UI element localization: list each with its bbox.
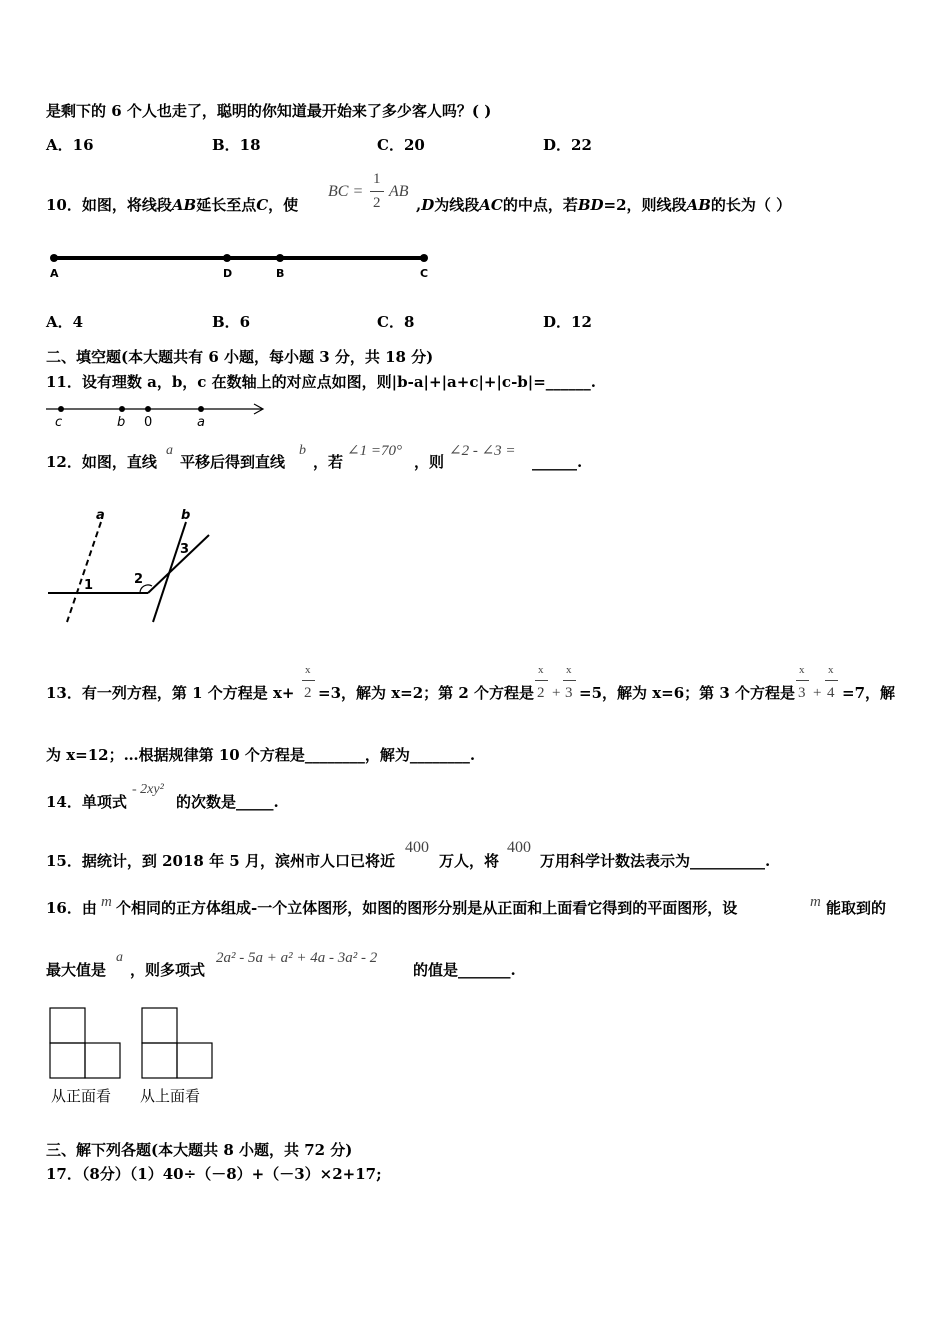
q9-option-c: C．20 (377, 136, 425, 154)
q10-formula-den: 2 (373, 195, 381, 211)
point-a-label: A (50, 267, 59, 280)
top-view-grid (142, 1008, 212, 1078)
q9-text: 是剩下的 6 个人也走了，聪明的你知道最开始来了多少客人吗？( ) (46, 102, 492, 120)
q13-text: 13．有一列方程，第 1 个方程是 x+ (46, 684, 295, 702)
label-b: b (117, 415, 126, 430)
q16-text-2: 个相同的正方体组成-一个立体图形，如图的图形分别是从正面和上面看它得到的平面图形，设 (116, 899, 738, 917)
q14-blank: 的次数是_____. (176, 793, 279, 811)
section-2-heading: 二、填空题(本大题共有 6 小题，每小题 3 分，共 18 分) (46, 348, 434, 366)
q13-frac3-num: x (566, 664, 572, 676)
q16-var-a: a (116, 950, 123, 965)
q13-frac2-den: 2 (537, 685, 545, 701)
q10-option-d: D．12 (543, 313, 592, 331)
fig-label-2: 2 (134, 572, 144, 587)
point-d-label: D (223, 267, 233, 280)
q10-formula-num: 1 (373, 171, 381, 187)
fig-label-3: 3 (180, 542, 190, 557)
q13-frac5-den: 4 (827, 685, 835, 701)
q10-text-2: ,D为线段AC的中点，若BD=2，则线段AB的长为（ ） (416, 196, 792, 214)
q10-option-b: B．6 (212, 313, 251, 331)
q9-option-d: D．22 (543, 136, 592, 154)
fig-label-b: b (181, 508, 191, 523)
q10-formula-lhs: BC = (328, 183, 364, 200)
q10-option-a: A．4 (46, 313, 84, 331)
q16-polynomial: 2a² - 5a + a² + 4a - 3a² - 2 (216, 950, 378, 966)
q10-text: 10．如图，将线段AB延长至点C，使 (46, 196, 299, 214)
q15-blank: 万用科学计数法表示为__________. (540, 852, 771, 870)
q13-frac2-num: x (538, 664, 544, 676)
q16-text: 16．由 (46, 899, 97, 917)
q9-option-a: A．16 (46, 136, 94, 154)
q12-text-4: ，则 (414, 453, 445, 471)
q12-expression: ∠2 - ∠3 = (449, 443, 516, 459)
q14-text: 14．单项式 (46, 793, 127, 811)
q12-line-a: a (166, 443, 173, 458)
q13-frac1-num: x (305, 664, 311, 676)
q15-text-2: 万人，将 (439, 852, 500, 870)
point-b-label: B (276, 267, 285, 280)
fig-label-1: 1 (84, 578, 94, 593)
top-view-label: 从上面看 (140, 1087, 201, 1105)
q16-text-3: 能取到的 (826, 899, 887, 917)
q15-text: 15．据统计，到 2018 年 5 月，滨州市人口已将近 (46, 852, 395, 870)
q12-condition: ∠1 =70° (347, 443, 402, 459)
q16-line2-mid: ，则多项式 (130, 961, 206, 979)
q12-line-b: b (299, 443, 306, 458)
front-view-grid (50, 1008, 120, 1078)
q13-frac1-den: 2 (304, 685, 312, 701)
q10-option-c: C．8 (377, 313, 415, 331)
label-c: c (55, 415, 63, 430)
q15-number-2: 400 (507, 839, 531, 856)
q17-text: 17．（8分）（1）40÷（－8）+（－3）×2+17; (46, 1165, 382, 1183)
q12-text-2: 平移后得到直线 (180, 453, 286, 471)
section-3-heading: 三、解下列各题(本大题共 8 小题，共 72 分) (46, 1141, 353, 1159)
label-0: 0 (144, 415, 153, 430)
q11-text: 11．设有理数 a，b，c 在数轴上的对应点如图，则|b-a|+|a+c|+|c-b|=______. (46, 373, 597, 391)
front-view-label: 从正面看 (51, 1087, 112, 1105)
label-a: a (197, 415, 205, 430)
q13-frac3-den: 3 (565, 685, 573, 701)
q14-expression: - 2xy² (132, 782, 164, 797)
q13-line2: 为 x=12；…根据规律第 10 个方程是________，解为________. (46, 746, 476, 764)
q16-var-m-1: m (101, 894, 112, 910)
q15-number-1: 400 (405, 839, 429, 856)
q12-text: 12．如图，直线 (46, 453, 157, 471)
point-c-label: C (420, 267, 429, 280)
q13-frac4-num: x (799, 664, 805, 676)
q16-line2: 最大值是 (46, 961, 107, 979)
q16-blank: 的值是_______. (413, 961, 516, 979)
q13-text-3: =5，解为 x=6；第 3 个方程是 (579, 684, 796, 702)
q9-option-b: B．18 (212, 136, 261, 154)
q13-frac5-num: x (828, 664, 834, 676)
q13-plus-2: + (813, 685, 822, 701)
q13-text-4: =7，解 (842, 684, 896, 702)
q10-formula-rhs: AB (389, 183, 409, 200)
q13-frac4-den: 3 (798, 685, 806, 701)
q13-plus-1: + (552, 685, 561, 701)
q12-text-3: ，若 (313, 453, 344, 471)
q13-text-2: =3，解为 x=2；第 2 个方程是 (318, 684, 535, 702)
q12-blank: ______. (532, 453, 583, 471)
fig-label-a: a (96, 508, 105, 523)
q16-var-m-2: m (810, 894, 821, 910)
